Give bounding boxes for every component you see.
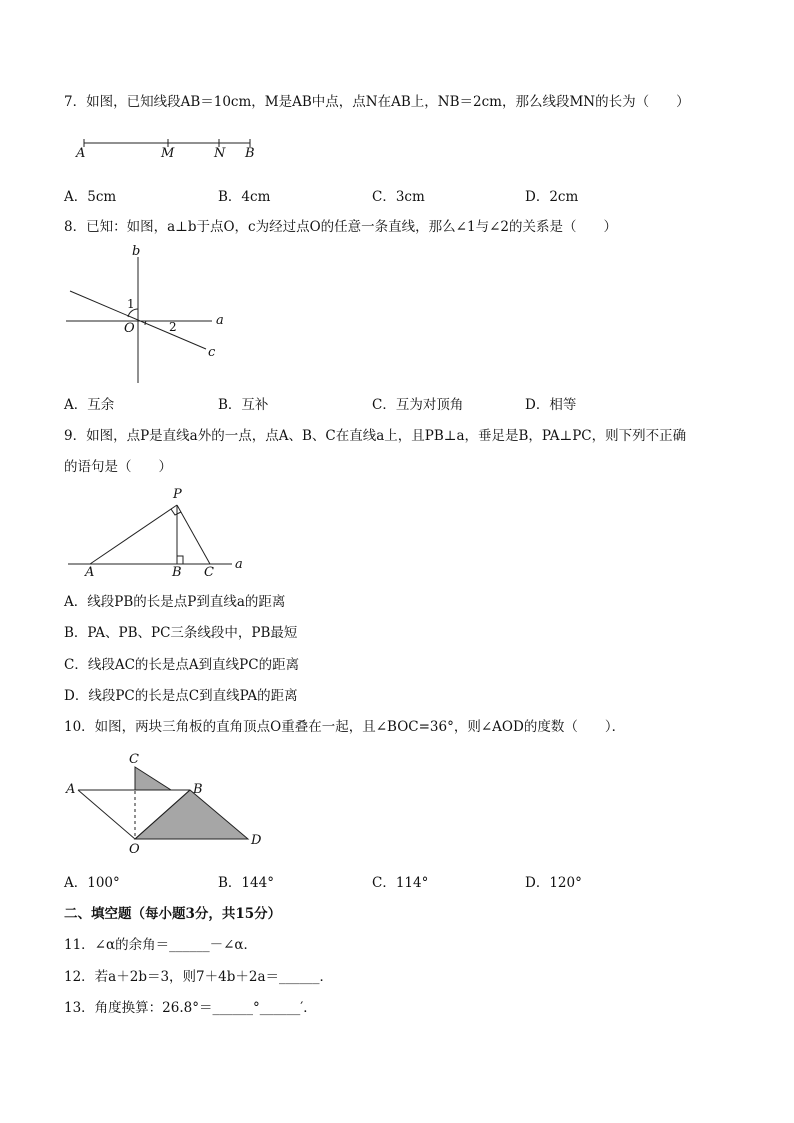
right-angle-b (177, 556, 183, 564)
q9-option-d[interactable]: D．线段PC的长是点C到直线PA的距离 (64, 688, 298, 704)
section-heading: 二、填空题（每小题3分，共15分） (64, 906, 282, 922)
q9-label-line-a: a (235, 557, 243, 572)
q7-option-c[interactable]: C．3cm (372, 189, 425, 205)
q13-stem: 13．角度换算：26.8°＝______°______′． (64, 1000, 317, 1016)
q8-option-d[interactable]: D．相等 (525, 397, 577, 413)
q10-label-o: O (129, 842, 140, 857)
q12-stem: 12．若a＋2b＝3，则7＋4b＋2a＝______． (64, 969, 334, 985)
q7-option-d[interactable]: D．2cm (525, 189, 579, 205)
q11-stem: 11．∠α的余角＝______－∠α． (64, 937, 258, 953)
q9-option-a[interactable]: A．线段PB的长是点P到直线a的距离 (64, 594, 286, 610)
q9-option-c[interactable]: C．线段AC的长是点A到直线PC的距离 (64, 657, 300, 673)
q9-option-b[interactable]: B．PA、PB、PC三条线段中，PB最短 (64, 625, 298, 641)
q8-label-o: O (124, 321, 135, 336)
q9-label-b: B (172, 565, 182, 580)
q7-option-b[interactable]: B．4cm (218, 189, 271, 205)
q8-label-a: a (216, 313, 224, 328)
q8-option-a[interactable]: A．互余 (64, 397, 115, 413)
q8-option-c[interactable]: C．互为对顶角 (372, 397, 464, 413)
q10-label-d: D (251, 833, 262, 848)
q10-label-c: C (129, 752, 139, 767)
q7-option-a[interactable]: A．5cm (64, 189, 117, 205)
q9-stem-line2: 的语句是（ ） (64, 459, 172, 475)
q9-triangle-figure (60, 495, 250, 575)
q10-option-d[interactable]: D．120° (525, 875, 582, 891)
q9-stem-line1: 9．如图，点P是直线a外的一点，点A、B、C在直线a上，且PB⊥a，垂足是B，PA⊥PC，则下列不正确 (64, 428, 687, 444)
q9-label-c: C (204, 565, 214, 580)
q7-label-b: B (245, 146, 255, 161)
q7-label-m: M (161, 146, 175, 161)
q8-perpendicular-figure (60, 245, 240, 390)
q9-label-p: P (173, 487, 182, 502)
q10-set-squares-figure (60, 750, 260, 850)
q8-label-b: b (132, 244, 141, 259)
q10-option-c[interactable]: C．114° (372, 875, 429, 891)
q7-label-a: A (76, 146, 86, 161)
segment-pc (177, 505, 210, 564)
q8-stem: 8．已知：如图，a⊥b于点O，c为经过点O的任意一条直线，那么∠1与∠2的关系是（ ） (64, 219, 617, 235)
triangle-cod-shaded (135, 767, 171, 790)
q7-label-n: N (214, 146, 226, 161)
q9-label-a: A (85, 565, 95, 580)
q7-stem: 7．如图，已知线段AB＝10cm，M是AB中点，点N在AB上，NB＝2cm，那么线段MN的长为（ ） (64, 94, 690, 110)
q10-label-b: B (193, 782, 203, 797)
segment-pa (90, 505, 177, 564)
q8-option-b[interactable]: B．互补 (218, 397, 269, 413)
segment-ao (78, 790, 135, 839)
q10-stem: 10．如图，两块三角板的直角顶点O重叠在一起，且∠BOC=36°，则∠AOD的度数（ ）． (64, 719, 626, 735)
q8-label-c: c (208, 345, 216, 360)
q10-option-b[interactable]: B．144° (218, 875, 274, 891)
q8-label-angle-1: 1 (127, 297, 135, 311)
q8-label-angle-2: 2 (169, 320, 177, 334)
q10-label-a: A (66, 782, 76, 797)
q10-option-a[interactable]: A．100° (64, 875, 120, 891)
triangle-bod-shaded (135, 790, 248, 839)
